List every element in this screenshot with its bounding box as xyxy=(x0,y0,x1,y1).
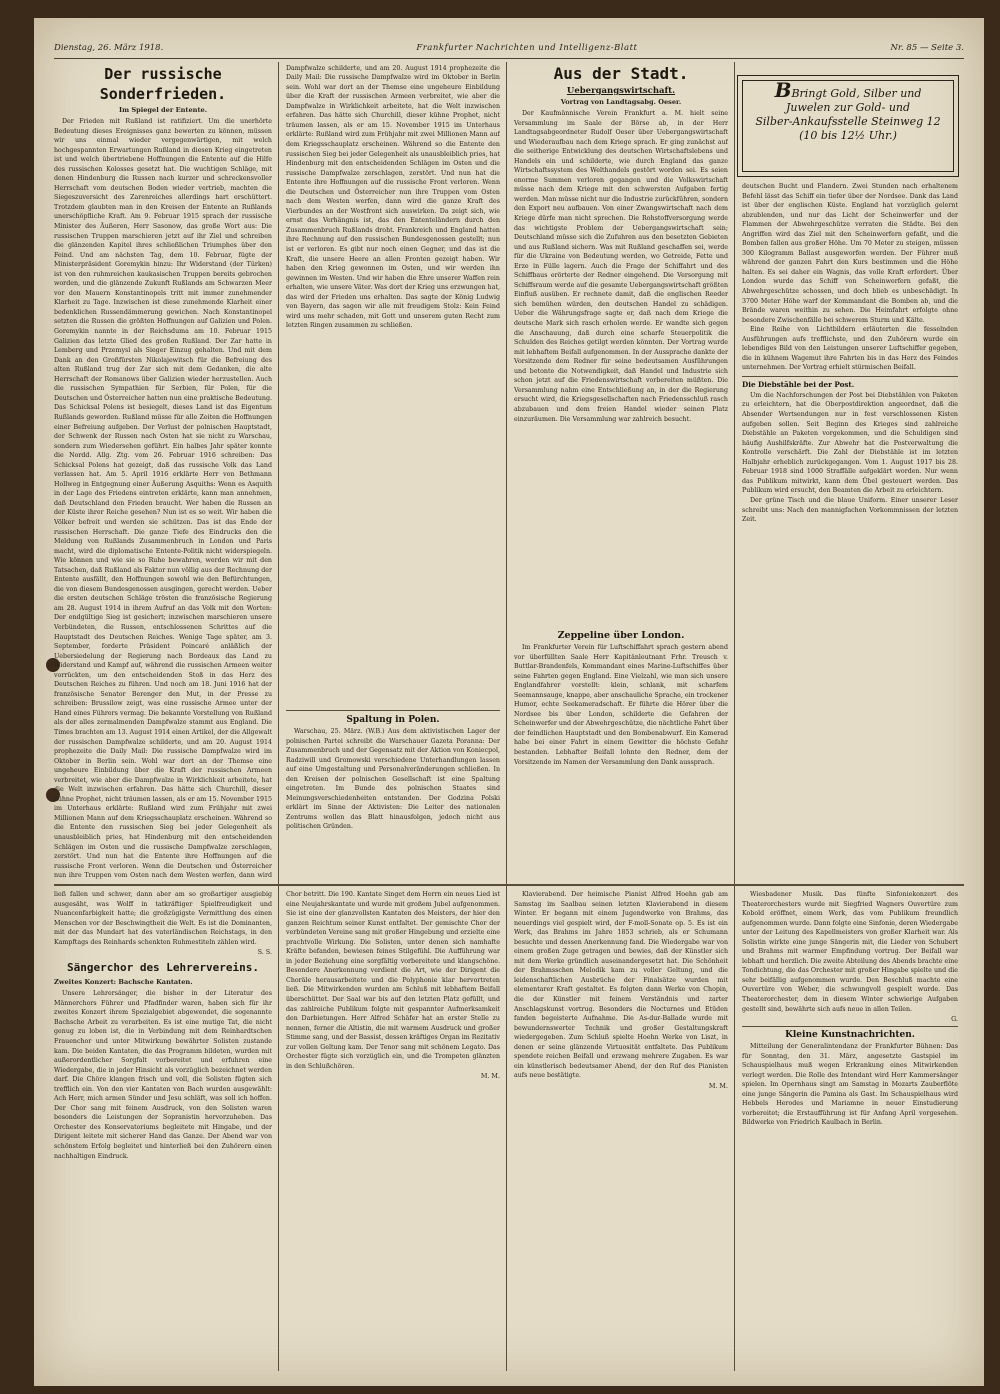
header-page-number: Nr. 85 — Seite 3. xyxy=(890,43,964,53)
article-zeppelins xyxy=(514,628,728,882)
article-body: Warschau, 25. März. (W.B.) Aus dem aktivistischen Lager der polnischen Partei schreibt die Warschauer Gazeta Poranna: Der Zusammenbruch und der Gegensatz mit der Aktion von Koniecpol, Radziwill und Gromowski verschiedene Unterhandlungen lassen auf eine Umgestaltung und Personalveränderungen schließen. In den Kreisen der polnischen Gesellschaft ist eine Spaltung eingetreten. Im Bunde des polnischen Staates sind Meinungsverschiedenheiten entstanden. Der Godzina Polski erklärt im Sinne der Aktivisten: Die Leiter des nationalen Zentrums wollen das Blatt hinausfolgen, jedoch nicht aus politischen Gründen. xyxy=(286,728,500,831)
article-title: Spaltung in Polen. xyxy=(286,710,500,725)
article-title: Sängerchor des Lehrervereins. xyxy=(66,961,260,975)
article-body: Wiesbadener Musik. Das fünfte Sinfoniekonzert des Theaterorchesters wurde mit Siegfried Wagners Ouvertüre zum Kobold eröffnet, einem Werk, das vom Publikum freundlich aufgenommen wurde. Dann folgte eine Sinfonie, deren Wiedergabe unter der Leitung des Kapellmeisters von großer Klarheit war. Als Solistin wirkte eine junge Sängerin mit, die Lieder von Schubert und Brahms mit warmer Empfindung vortrug. Der Beifall war lebhaft und herzlich. Die zweite Abteilung des Abends brachte eine Tondichtung, die das Orchester mit großer Hingabe spielte und die sehr beifällig aufgenommen wurde. Den Beschluß machte eine Ouvertüre von Weber, die schwungvoll gespielt wurde. Das Theaterorchester, dem in diesem Winter schwierige Aufgaben gestellt sind, bewährte sich aufs neue in allen Teilen. xyxy=(742,891,958,1013)
article-signature: S. S. xyxy=(257,948,272,957)
ad-line-4: (10 bis 12½ Uhr.) xyxy=(799,129,897,142)
gold-silver-advertisement xyxy=(737,75,959,177)
article-body: ließ fallen und schwer, dann aber am so großartiger ausgiebig ausgesäht, was Wolff in tatkräftiger Spielfreudigkeit und Nuancenfarbigkeit hatte; die großzügigste Vermittlung des einen Menschen vor der Beschwingtheit die Welt. Es ist die Dominanten, mit der das Mundart hat des vaterländischen Reichstags, in den Kampftags des Reinhards schenkten Ruhmestiteln zählen wird. xyxy=(54,891,272,946)
ad-line-1: BBringt Gold, Silber und xyxy=(774,78,922,102)
divider xyxy=(742,376,958,377)
article-title: Uebergangswirtschaft. xyxy=(566,86,676,96)
article-body: deutschen Bucht und Flandern. Zwei Stunden nach erhaltenem Befehl lässt das Schiff ein tiefer über der Nordsee. Dank das Land ist über der englischen Küste. England hat vorzüglich gelernt abzublenden, und nur das Licht der Scheinwerfer und der Flammen der Abwehrgeschütze verraten die Städte. Bei den Angriffen wird das Ziel mit den Scheinwerfern gefaßt, und die Bomben fallen aus großer Höhe. Um 70 Meter zu steigen, müssen 300 Kilogramm Ballast ausgeworfen werden. Der Führer muß während der ganzen Fahrt den Kurs bestimmen und die Höhe halten. Es sei daher ein Wagnis, das volle Kraft erfordert. Über London wurde das Schiff von Scheinwerfern gefaßt, die Abwehrgeschütze schossen, und doch blieb es unbeschädigt. In 3700 Meter Höhe warf der Kommandant die Bomben ab, und die Brände waren weithin zu sehen. Die Heimfahrt erfolgte ohne besondere Zwischenfälle bei schwerem Sturm und Kälte. xyxy=(742,183,958,324)
article-signature: M. M. xyxy=(480,1072,500,1081)
article-body: Der Kaufmännische Verein Frankfurt a. M. hielt seine Versammlung im Saale der Börse ab, in der Herr Landtagsabgeordneter Rudolf Oeser über Uebergangswirtschaft und Wiederaufbau nach dem Kriege sprach. Er ging zunächst auf die seitherige Entwicklung des deutschen Wirtschaftslebens und Handels ein und schilderte, wie durch England das ganze Wirtschaftssystem des Welthandels gestört worden sei. Es seien enorme Summen verloren gegangen und die Volkswirtschaft müsse nach dem Kriege mit den schwersten Aufgaben fertig werden. Man müsse nicht nur die Industrie zurückführen, sondern den Export neu aufbauen. Von einer Zwangswirtschaft nach dem Kriege dürfe man nicht sprechen. Die Rohstoffversorgung werde das wichtigste Problem der Uebergangswirtschaft sein; Deutschland müsse sich die Zufuhren aus den besetzten Gebieten und aus Rußland sichern. Was mit Rußland geschaffen sei, werde für die Ukraine von Bedeutung werden, wo Getreide, Fette und Erze in Fülle lagern. Auch die Frage der Schiffahrt und des Schiffbaus erörterte der Redner eingehend. Die Versorgung mit Schiffsraum werde auf die gesamte Uebergangswirtschaft größten Einfluß ausüben. Er rechnete damit, daß die englischen Reeder sich bemühen würden, den deutschen Handel zu schädigen. Ueber die Währungsfrage sagte er, daß nach dem Kriege die deutsche Mark sich rasch erholen werde. Er wandte sich gegen die Anschauung, daß durch eine scharfe Steuerpolitik die Schulden des Reiches getilgt werden könnten. Der Vortrag wurde mit lebhaftem Beifall aufgenommen. In der Aussprache dankte der Vorsitzende dem Redner für seine bedeutsamen Ausführungen und betonte die Notwendigkeit, daß Handel und Industrie sich schon jetzt auf die Friedenswirtschaft vorbereiten müßten. Die Versammlung nahm eine Entschließung an, in der die Regierung ersucht wird, die Kriegsgesellschaften nach Friedensschluß rasch abzubauen und dem freien Handel wieder seinen Platz einzuräumen. Die Versammlung war zahlreich besucht. xyxy=(514,110,728,423)
article-body: Chor betritt. Die 190. Kantate Singet dem Herrn ein neues Lied ist eine Neujahrskantate und wurde mit großem Jubel aufgenommen. Sie ist eine der glanzvollsten Kantaten des Meisters, der hier den ganzen Reichtum seiner Kunst entfaltet. Der gemischte Chor der verbündeten Vereine sang mit großer Hingebung und erzielte eine prachtvolle Wirkung. Die Solisten, unter denen sich namhafte Kräfte befanden, bewiesen feines Stilgefühl. Die Aufführung war in jeder Beziehung eine sorgfältig vorbereitete und klangschöne. Besondere Anerkennung verdient die Art, wie der Dirigent die Choräle herausarbeitete und die Polyphonie klar hervortreten ließ. Die Mitwirkenden wurden am Schluß mit lebhaftem Beifall überschüttet. Der Saal war bis auf den letzten Platz gefüllt, und das zahlreiche Publikum folgte mit gespannter Aufmerksamkeit den Darbietungen. Herr Alfred Schäfer hat an erster Stelle zu nennen, ferner die Altistin, die mit warmem Ausdruck und großer Stimme sang, und der Bassist, dessen kräftiges Organ im Rezitativ zur vollen Geltung kam. Der Tenor sang mit schönem Legato. Das Orchester fügte sich vorzüglich ein, und die Trompeten glänzten in den Schlußchören. xyxy=(286,891,500,1070)
column-rule xyxy=(506,62,507,884)
article-body: Eine Reihe von Lichtbildern erläuterten die fesselnden Ausführungen aufs trefflichste, und den Zuhörern wurde ein lebendiges Bild von den Leistungen unserer Luftschiffer gegeben, die in kühnem Wagemut ihre Fahrten bis in das Herz des Feindes unternehmen. Der Vortrag erhielt stürmischen Beifall. xyxy=(742,326,958,372)
article-body: Mitteilung der Generalintendanz der Frankfurter Bühnen: Das für Sonntag, den 31. März, angesetzte Gastspiel im Schauspielhaus muß wegen Erkrankung eines Mitwirkenden verlegt werden. Die Rolle des Intendant wird Herr Kammersänger spielen. Im Opernhaus singt am Samstag in Mozarts Zauberflöte eine junge Sängerin die Pamina als Gast. Im Schauspielhaus wird Hebbels Herodes und Mariamne in neuer Einstudierung vorbereitet; die Erstaufführung ist für Anfang April vorgesehen. Bildwerke von Friedrich Kaulbach in Berlin. xyxy=(742,1043,958,1127)
article-cantatas xyxy=(286,890,500,1370)
article-body: Der Frieden mit Rußland ist ratifiziert. Um die unerhörte Bedeutung dieses Ereignisses ganz bewerten zu können, müssen wir uns einmal wieder vergegenwärtigen, mit welch hochgespannten Erwartungen Rußland in diesen Krieg eingetreten ist und welch übertriebene Hoffnungen die Entente auf die Hilfe des russischen Kolosses gesetzt hat. Die wuchtigen Schläge, mit denen Hindenburg die Russen nach kurzer und schreckensvoller Herrschaft vom deutschen Boden wieder vertrieb, machten die Siegeszuversicht des Zarenreiches allerdings hart erschüttert. Trotzdem glaubten man in den Kreisen der Entente an Rußlands unerschöpfliche Kraft. Am 9. Februar 1915 sprach der russische Minister des Äußeren, Herr Sasonow, das große Wort aus: Die russischen Truppen marschieren jetzt auf ihr Ziel und schreiben die glänzenden Kapitel ihres schließlichen Triumphes über den Feind. Und am nächsten Tag, dem 10. Februar, fügte der Ministerpräsident Goremykin hinzu: Ihr Widerstand (der Türken) ist von den ruhmreichen kaukasischen Truppen bereits gebrochen worden, und die glänzende Zukunft Rußlands am Schwarzen Meer vor den Mauern Konstantinopels tritt mit immer zunehmender Klarheit zu Tage. Inzwischen ist diese zunehmende Klarheit einer bedenklichen Russendämmerung gewichen. Nach Konstantinopel setzten die Russen die größten Hoffnungen auf Galizien und Polen. Goremykin nannte in der Reichsduma am 10. Februar 1915 Galizien das letzte Glied des großen Rußland. Der Zar hatte in Lemberg und Przemysl als Sieger Einzug gehalten. Und mit dem Dank an den Großfürsten Nikolajewitsch für die Befreiung des alten Rußland trug der Zar sich mit dem Gedanken, die alte Herrschaft der Romanows über Galizien wieder herzustellen. Auch die russischen Sympathien für Serbien, für Polen, für die Deutschen und Österreicher hatten nun eine praktische Bedeutung. Das Schicksal Polens ist besiegelt, dieses Land ist das Eigentum Rußlands geworden. Rußland müsse für alle Zeiten die Hoffnungen einer Befreiung aufgeben. Der Verlust der polnischen Hauptstadt, der Schwenk der Russen nach Osten hat sie nicht zu Warschau, sondern zum Wiedersehen geführt. Ein halbes Jahr später konnte die Nordd. Allg. Ztg. vom 26. Februar 1916 schreiben: Das Schicksal Polens hat gezeigt, daß das russische Volk das Land verlassen hat. Am 5. April 1916 erklärte Herr von Bethmann Hollweg in Entgegnung einer Äußerung Asquiths: Wenn es Asquith in der Lage des Friedens eintreten erklärte, kann man annehmen, daß Deutschland den Frieden braucht. Wer haben die Russen an der Küste ihrer Reiche gesehen? Nun ist es so weit. Wir haben die Völker befreit und werden sie schützen. Das ist das Ende der russischen Herrschaft. Die ganze Tiefe des Eindrucks den die Meldung von Rußlands Zusammenbruch in London und Paris macht, wird die diplomatische Entente-Politik nicht widerspiegeln. Wie können und wie sie so Ruhe bewahren, werden wir mit den Tatsachen, daß Rußland als Faktor nun völlig aus der Rechnung der Entente ausfällt, den Hoffnungen sowohl wie den Befürchtungen, die von diesem Bundesgenossen ausgingen, gerecht werden. Ueber die ersten deutschen Schläge trösten die französische Regierung am 28. August 1914 in ihrem Aufruf an das Volk mit den Worten: Der endgültige Sieg ist gesichert; inzwischen marschieren unsere Verbündeten, die Russen, entschlossenen Schrittes auf die Hauptstadt des Deutschen Reiches. Wenige Tage später, am 3. September, forderte Präsident Poincaré anläßlich der Uebersiedelung der Regierung nach Bordeaux das Land zu Widerstand und Kampf auf, während die russischen Armeen weiter vorrückten, um den entscheidenden Stoß in das Herz des Deutschen Reiches zu führen. Und noch am 18. Juni 1916 hat der französische Senator Berenger den Mut, in der Presse zu schreiben: Brussilow zeigt, was eine russische Armee unter der Hand eines Führers vermag. Die bekannte Vorstellung von Rußland als der alles zermalmenden Dampfwalze stammt aus England. Die Times brachten am 13. August 1914 einen Artikel, der die Allgewalt der russischen Dampfwalze schilderte, und am 20. August 1914 prophezeite die Daily Mail: Die russische Dampfwalze wird im Oktober in Berlin sein. Wohl war dort an der Themse eine ungeheure Einbildung über die Kraft der russischen Armeen verbreitet, wie aber die Dampfwalze in Wirklichkeit arbeitete, hat die Welt inzwischen erfahren. Das hätte sich Churchill, dieser kühne Prophet, nicht träumen lassen, als er am 15. November 1915 im Unterhaus erklärte: Rußland wird zum Frühjahr mit zwei Millionen Mann auf dem Kriegsschauplatz erscheinen. Während so die Entente den russischen Sieg bei jeder Gelegenheit als unausbleiblich pries, hat Hindenburg mit den entscheidenden Schlägen im Osten und die russische Dampfwalze zerschlagen, zerstört. Und nun hat die Entente ihre Hoffnungen auf die russische Front verloren. Wenn die Deutschen und Österreicher nun ihre Truppen vom Osten nach dem Westen werfen, dann wird xyxy=(54,118,272,880)
article-title: Kleine Kunstnachrichten. xyxy=(785,1030,915,1041)
article-body-continued: Dampfwalze schilderte, und am 20. August 1914 prophezeite die Daily Mail: Die russische Dampfwalze wird im Oktober in Berlin sein. Wohl war dort an der Themse eine ungeheure Einbildung über die Kraft der russischen Armeen verbreitet, wie aber die Dampfwalze in Wirklichkeit arbeitete, hat die Welt inzwischen erfahren. Das hätte sich Churchill, dieser kühne Prophet, nicht träumen lassen, als er am 15. November 1915 im Unterhaus erklärte: Rußland wird zum Frühjahr mit zwei Millionen Mann auf dem Kriegsschauplatz erscheinen. Während so die Entente den russischen Sieg bei jeder Gelegenheit als unausbleiblich pries, hat Hindenburg mit den entscheidenden Schlägen im Osten und die russische Dampfwalze zerschlagen, zerstört. Und nun hat die Entente ihre Hoffnungen auf die russische Front verloren. Wenn die Deutschen und Österreicher nun ihre Truppen vom Osten nach dem Westen werfen, dann wird die ganze Kraft des Vierbundes an der Westfront sich auswirken. Da zeigt sich, wie ernst das Verhängnis ist, das den Ententeländern durch den Zusammenbruch Rußlands droht. Frankreich und England hatten ihre Rechnung auf den russischen Bundesgenossen gestellt; nun ist er verloren. Es gibt nur noch einen Gegner, und das ist die Kraft, die unsere Heere an allen Fronten gezeigt haben. Wir haben den Krieg gewonnen im Osten, und wir werden ihn gewinnen im Westen. Und wir haben die Ehre unserer Waffen rein erhalten, wie unsere Väter. Was dort der Krieg uns erzwungen hat, das wird der Frieden uns erhalten. Das sagte der König Ludwig von Bayern, das sagen wir alle mit freudigem Stolz: Kein Feind wird uns mehr schaden, mit Gott und unserem guten Recht zum letzten Ringen zusammen zu schließen. xyxy=(286,64,500,330)
article-title: Die Diebstähle bei der Post. xyxy=(742,379,855,389)
page-header xyxy=(54,40,964,59)
ad-line-2: Juwelen zur Gold- und xyxy=(785,101,911,114)
article-column-four xyxy=(742,182,958,882)
article-piano-recital xyxy=(514,890,728,1370)
column-rule xyxy=(734,886,735,1371)
article-wiesbaden-music xyxy=(742,890,958,1370)
article-russian-peace xyxy=(54,64,272,882)
article-title: Zeppeline über London. xyxy=(557,630,685,641)
article-local-news xyxy=(514,64,728,624)
article-byline: Vortrag von Landtagsabg. Oeser. xyxy=(560,98,682,106)
section-title: Aus der Stadt. xyxy=(553,64,689,83)
article-signature: G. xyxy=(951,1015,958,1024)
column-rule xyxy=(734,62,735,884)
column-rule xyxy=(278,62,279,884)
header-newspaper-name: Frankfurter Nachrichten und Intelligenz-Blatt xyxy=(416,43,638,53)
article-body: Um die Nachforschungen der Post bei Diebstählen von Paketen zu erleichtern, hat die Oberpostdirektion angeordnet, daß die Absender Wertsendungen nur in fest verschlossenen Kisten aufgeben sollen. Seit Beginn des Krieges sind zahlreiche Diebstähle an Paketen vorgekommen, und die Schuldigen sind häufig Aushilfskräfte. Zur Abwehr hat die Postverwaltung die Kontrolle verschärft. Die Zahl der Diebstähle ist im letzten Halbjahr erheblich zurückgegangen. Vom 1. August 1917 bis 28. Februar 1918 sind 1000 Straffälle aufgeklärt worden. Nur wenn das Publikum mitwirkt, kann dem Übel gesteuert werden. Das Publikum wird ersucht, den Beamten die Arbeit zu erleichtern. xyxy=(742,391,958,495)
section-divider xyxy=(54,884,964,886)
column-rule xyxy=(278,886,279,1371)
divider xyxy=(742,1026,958,1027)
article-subtitle: Zweites Konzert: Bachsche Kantaten. xyxy=(54,978,193,987)
article-russian-peace-continued xyxy=(286,64,500,704)
article-subtitle: Im Spiegel der Entente. xyxy=(118,106,207,114)
ad-line-3: Silber-Ankaufsstelle Steinweg 12 xyxy=(755,115,941,128)
article-body: Im Frankfurter Verein für Luftschiffahrt sprach gestern abend vor überfüllten Saale Herr Kapitänleutnant Frhr. Treusch v. Buttlar-Brandenfels, Kommandant eines Marine-Luftschiffes über seine Fahrten gegen England. Eine Vielzahl, wie man sich unsere Englandfahrer vorstellt: klein, schlank, mit scharfem Seemannsauge, knappe, aber anschauliche Sprache, ein trockener Humor, echte Seekameradschaft. Er führte die Hörer über die Nordsee bis über London, schilderte die Gefahren der Scheinwerfer und der Abwehrgeschütze, die nächtliche Fahrt über der feindlichen Hauptstadt und den Bombenabwurf. Ein Kamerad habe bei einer Fahrt in einem Gewitter die höchste Gefahr bestanden. Lebhafter Beifall lohnte den Redner, dem der Vorsitzende im Namen der Versammlung den Dank aussprach. xyxy=(514,644,728,766)
ad-text: Bringt Gold, Silber und xyxy=(791,87,922,100)
article-body: Der grüne Tisch und die blaue Uniform. Einer unserer Leser schreibt uns: Nach den mannigfachen Vorkommnissen der letzten Zeit. xyxy=(742,496,958,524)
article-body: Klavierabend. Der heimische Pianist Alfred Hoehn gab am Samstag im Saalbau seinen letzten Klavierabend in diesem Winter. Er begann mit einem Jugendwerke von Brahms, das neuerdings viel gespielt wird, der F-moll-Sonate op. 5. Es ist ein Werk, das Brahms im Jahre 1853 schrieb, als er Schumann besuchte und dessen Anerkennung fand. Die Wiedergabe war von einem großen Zuge getragen und bewies, daß der Künstler sich mit dem Werke gründlich auseinandergesetzt hat. Die Schönheit der Brahmsschen Melodik kam zu voller Geltung, und die leidenschaftlichen Ausbrüche der Finalsätze wurden mit elementarer Kraft gestaltet. Es folgten dann Werke von Chopin, die der Künstler mit feinem Verständnis und zarter Anschlagskunst vortrug. Besonders die Nocturnes und Etüden fanden begeisterte Aufnahme. Die As-dur-Ballade wurde mit bewundernswerter Technik und großer Gestaltungskraft wiedergegeben. Zum Schluß spielte Hoehn Werke von Liszt, in denen er seine glänzende Virtuosität entfaltete. Das Publikum spendete reichen Beifall und erzwang mehrere Zugaben. Es war ein künstlerisch bedeutsamer Abend, der den Ruf des Pianisten aufs neue bestätigte. xyxy=(514,891,728,1080)
article-signature: M. M. xyxy=(708,1081,728,1090)
article-teachers-choir xyxy=(54,890,272,1370)
header-date: Dienstag, 26. März 1918. xyxy=(54,43,164,53)
article-body: Unsere Lehrersänger, die bisher in der Literatur des Männerchors Führer und Pfadfinder waren, haben sich für ihr zweites Konzert ihrem Spezialgebiet abgewendet, die sogenannte Bachsche Arbeit zu verarbeiten. Es ist eine mutige Tat, die nicht genug zu loben ist, die in Verbindung mit dem Reinhardtschen Frauenchor und unter Mitwirkung bewährter Solisten zustande kam. Die beiden Kantaten, die das Programm bildeten, wurden mit außerordentlicher Sorgfalt vorbereitet und erfuhren eine Wiedergabe, die in jeder Hinsicht als vorzüglich bezeichnet werden darf. Die Chöre klangen frisch und voll, die Solisten fügten sich trefflich ein. Von den vier Kantaten von Bach wurden ausgewählt: Ach Herr, mich armen Sünder und Jesu schläft, was soll ich hoffen. Der Chor sang mit feinem Ausdruck, von den Solisten waren besonders die Leistungen der Sopranistin hervorzuheben. Das Orchester des Konservatoriums begleitete mit Hingabe, und der Dirigent leitete mit sicherer Hand das Ganze. Der Abend war von schönstem Erfolg begleitet und hinterließ bei den Zuhörern einen nachhaltigen Eindruck. xyxy=(54,990,272,1160)
article-title: Der russische Sonderfrieden. xyxy=(99,65,227,103)
article-poland-split xyxy=(286,708,500,882)
column-rule xyxy=(506,886,507,1371)
newspaper-page xyxy=(34,18,984,1386)
